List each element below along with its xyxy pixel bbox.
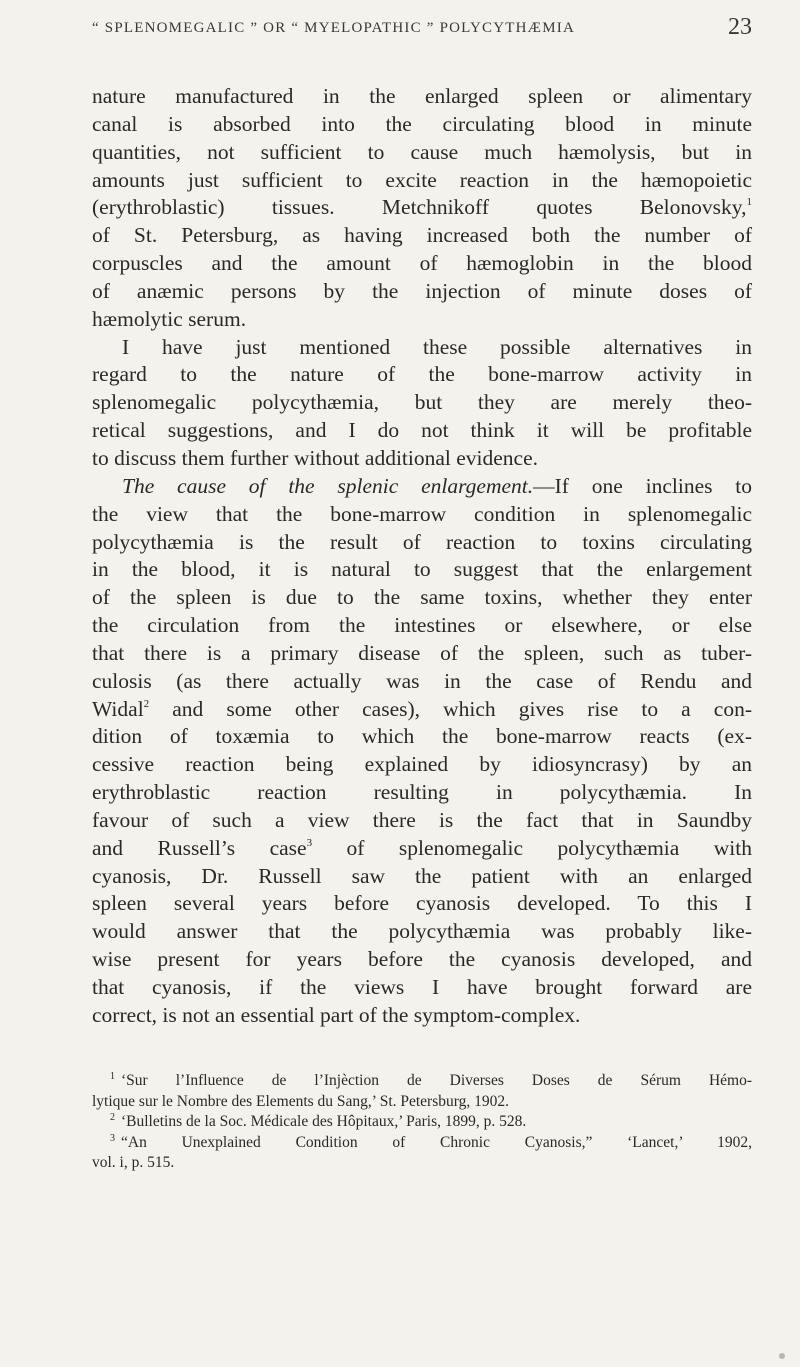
footnote-1-cont: lytique sur le Nombre des Elements du Sang,’ St. Petersburg, 1902. <box>92 1092 510 1110</box>
footnotes <box>92 1071 752 1174</box>
text-line: that there is a primary disease of the spleen, such as tuber- <box>92 640 752 665</box>
text-line: canal is absorbed into the circulating blood in minute <box>92 111 752 136</box>
footnote-1: $^1$ ‘Sur l’Influence de l’Injèction de Diverses Doses de Sérum Hémo- <box>110 1071 752 1089</box>
text-line: would answer that the polycythæmia was probably like- <box>92 919 752 944</box>
text-line: the circulation from the intestines or elsewhere, or else <box>92 613 752 638</box>
text-line: retical suggestions, and I do not think it will be profitable <box>92 418 752 443</box>
text-line: nature manufactured in the enlarged spleen or alimentary <box>92 84 752 108</box>
text-line: of St. Petersburg, as having increased both the number of <box>92 223 752 248</box>
text-line: of the spleen is due to the same toxins, whether they enter <box>92 585 752 610</box>
text-line: cyanosis, Dr. Russell saw the patient with an enlarged <box>92 863 752 888</box>
section-heading: The cause of the splenic enlargement. <box>122 473 534 498</box>
text-line: the view that the bone-marrow condition in splenomegalic <box>92 501 752 526</box>
scan-speck <box>779 1353 785 1359</box>
text-line: regard to the nature of the bone-marrow activity in <box>92 362 752 387</box>
text-line: that cyanosis, if the views I have brought forward are <box>92 975 752 999</box>
text-line: wise present for years before the cyanosis developed, and <box>92 947 752 972</box>
text-line: of anæmic persons by the injection of minute doses of <box>92 278 752 303</box>
footnote-ref: 1 <box>746 196 752 209</box>
text-line: erythroblastic reaction resulting in polycythæmia. In <box>92 780 752 805</box>
footnote-3: $^3$ “An Unexplained Condition of Chronic Cyanosis,” ‘Lancet,’ 1902, <box>110 1132 752 1151</box>
page-number: 23 <box>728 14 752 40</box>
text-line: and Russell’s case$^3$ of splenomegalic polycythæmia with <box>92 835 752 860</box>
text-line: culosis (as there actually was in the case of Rendu and <box>92 668 752 693</box>
text-line: cessive reaction being explained by idiosyncrasy) by an <box>92 752 752 777</box>
text-line: dition of toxæmia to which the bone-marrow reacts (ex- <box>92 724 752 749</box>
text-line: I have just mentioned these possible alternatives in <box>122 334 752 359</box>
running-title: “ SPLENOMEGALIC ” OR “ MYELOPATHIC ” POLYCYTHÆMIA <box>92 20 575 36</box>
text-line: (erythroblastic) tissues. Metchnikoff quotes Belonovsky,$^1$ <box>92 195 752 220</box>
text-line: spleen several years before cyanosis developed. To this I <box>92 891 752 916</box>
text-line: hæmolytic serum. <box>92 306 247 331</box>
text-line: favour of such a view there is the fact that in Saundby <box>92 807 752 832</box>
footnote-ref: 2 <box>143 697 150 710</box>
running-head <box>92 12 752 52</box>
text-line: corpuscles and the amount of hæmoglobin in the blood <box>92 251 752 276</box>
text-line: Widal$^2$ and some other cases), which gives rise to a con- <box>92 696 752 721</box>
text-line: polycythæmia is the result of reaction to toxins circulating <box>92 529 752 554</box>
footnote-2: $^2$ ‘Bulletins de la Soc. Médicale des Hôpitaux,’ Paris, 1899, p. 528. <box>110 1112 527 1130</box>
footnote-3-cont: vol. i, p. 515. <box>92 1154 175 1171</box>
text-line: to discuss them further without additional evidence. <box>92 445 539 470</box>
text-line: splenomegalic polycythæmia, but they are merely theo- <box>92 390 752 415</box>
text-line: amounts just sufficient to excite reaction in the hæmopoietic <box>92 167 752 192</box>
text-line: correct, is not an essential part of the symptom-complex. <box>92 1002 581 1027</box>
text-line: The cause of the splenic enlargement.—If one inclines to <box>122 473 752 498</box>
body-text <box>92 83 752 1030</box>
text-line: in the blood, it is natural to suggest that the enlargement <box>92 557 752 582</box>
footnote-ref: 3 <box>306 836 313 849</box>
text-line: quantities, not sufficient to cause much hæmolysis, but in <box>92 139 752 164</box>
